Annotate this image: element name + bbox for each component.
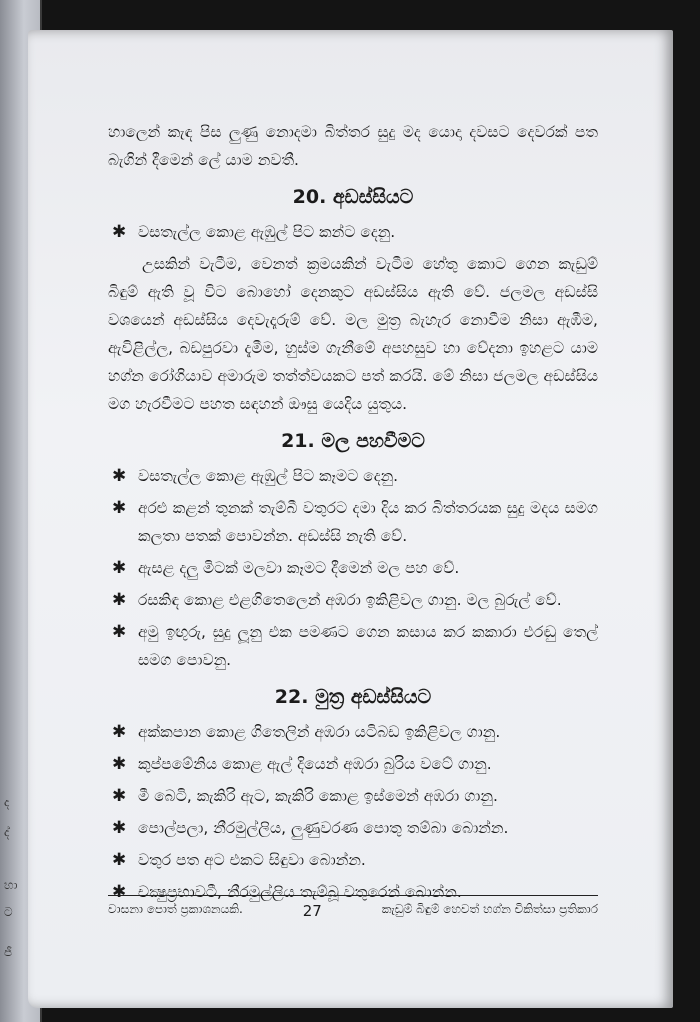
asterisk-icon: ✱: [112, 754, 127, 774]
facing-page-fragment: ද්: [4, 825, 10, 839]
asterisk-icon: ✱: [112, 222, 127, 242]
list-item: ✱ වසතැල්ල කොළ ඇඹුල් පිට කන්ට දෙනු.: [108, 218, 598, 246]
asterisk-icon: ✱: [112, 622, 127, 642]
list-item: ✱ කුප්පමේනිය කොළ ඇල් දියෙන් අඹරා බුරිය වටේ ගානු.: [108, 750, 598, 778]
asterisk-icon: ✱: [112, 818, 127, 838]
page-content: [108, 118, 598, 910]
asterisk-icon: ✱: [112, 882, 127, 902]
facing-page-fragment: ට: [4, 905, 13, 919]
bullet-list-22: [108, 718, 598, 906]
page-number: 27: [302, 902, 322, 920]
asterisk-icon: ✱: [112, 590, 127, 610]
intro-paragraph: හාලෙන් කැඳ පිස ලුණු නොදමා බිත්තර සුදු මද යොදා දවසට දෙවරක් පත බැගින් දීමෙන් ලේ යාම නවතී.: [108, 123, 598, 169]
list-item: ✱ වතුර පත අට එකට සිඳුවා බොන්න.: [108, 846, 598, 874]
section-heading-22: 22. මුත්‍ර අඩස්සියට: [274, 686, 432, 708]
bullet-list-20: [108, 218, 598, 246]
asterisk-icon: ✱: [112, 466, 127, 486]
list-item: ✱ අමු ඉඟුරු, සුදු ලූනු එක පමණට ගෙන කසාය කර කකාරා එරඬු තෙල් සමග පොවනු.: [108, 618, 598, 674]
asterisk-icon: ✱: [112, 786, 127, 806]
list-item: ✱ රසකිඳ කොළ එළගිතෙලෙන් අඹරා ඉකිළිවල ගානු. මල බුරුල් වේ.: [108, 586, 598, 614]
facing-page-fragment: ජී: [4, 945, 13, 959]
facing-page-fragment: හා: [4, 878, 18, 892]
list-item: ✱ පොල්පලා, නීරමුල්ලිය, ලුණුවරණ පොතු තම්බා බොන්න.: [108, 814, 598, 842]
list-item: ✱ අක්කපාන කොළ ගිතෙලින් අඹරා යටිබඩ ඉකිළිවල ගානු.: [108, 718, 598, 746]
section-paragraph-20: උසකින් වැටීම, වෙනත් ක්‍රමයකින් වැටීම හේතු කොට ගෙන කැඩුම් බිඳුම් ඇති වූ විට බොහෝ දෙනකුට අඩස්සිය ඇති වේ. ජලමල අඩස්සි වශයෙන් අඩස්සිය දෙවැදෑරුම් වේ. මල මුත්‍ර බැහැර නොවීම නිසා ඇඹීම, ඇවිළිල්ල, බඩපුරවා දැමීම, හුස්ම ගැනීමේ අපහසුව හා වේදනා ඉහළට යාම හග්න රෝගියාව අමාරුම තත්ත්වයකට පත් කරයි. මේ නිසා ජලමල අඩස්සිය මග හැරවීමට පහත සඳහන් ඖසු යෙදිය යුතුය.: [108, 255, 598, 413]
book-title-running-footer: කැඩුම් බිඳුම් හෙවත් හග්න චිකිත්සා ප්‍රතිකාර: [381, 902, 598, 916]
asterisk-icon: ✱: [112, 558, 127, 578]
asterisk-icon: ✱: [112, 498, 127, 518]
bullet-list-21: [108, 462, 598, 674]
publisher-note: වාසනා පොත් ප්‍රකාශනයකි.: [108, 902, 243, 916]
facing-page-fragment: ද: [4, 795, 10, 809]
list-item: ✱ වසතැල්ල කොළ ඇඹුල් පිට කෑමට දෙනු.: [108, 462, 598, 490]
section-heading-20: 20. අඩස්සියට: [292, 186, 414, 208]
list-item: ✱ අරළු කළන් තුනක් තැම්බී වතුරට දමා දිය කර බිත්තරයක සුදු මදය සමග කලතා පතක් පොවන්න. අඩස්සි නැති වේ.: [108, 494, 598, 550]
asterisk-icon: ✱: [112, 850, 127, 870]
page-footer: [108, 895, 598, 920]
list-item: ✱ මී බෙටි, කැකිරි ඇට, කැකිරි කොළ ඉස්මෙන් අඹරා ගානු.: [108, 782, 598, 810]
list-item: ✱ ඇසළ දලු මිටක් මලවා කෑමට දීමෙන් මල පහ වේ.: [108, 554, 598, 582]
asterisk-icon: ✱: [112, 722, 127, 742]
section-heading-21: 21. මල පහවීමට: [281, 430, 425, 452]
list-item: ✱ චක්‍ෂුප්‍රභාවටී, නීරමුල්ලිය තැම්බූ වතුරෙන් බොන්න.: [108, 878, 598, 906]
